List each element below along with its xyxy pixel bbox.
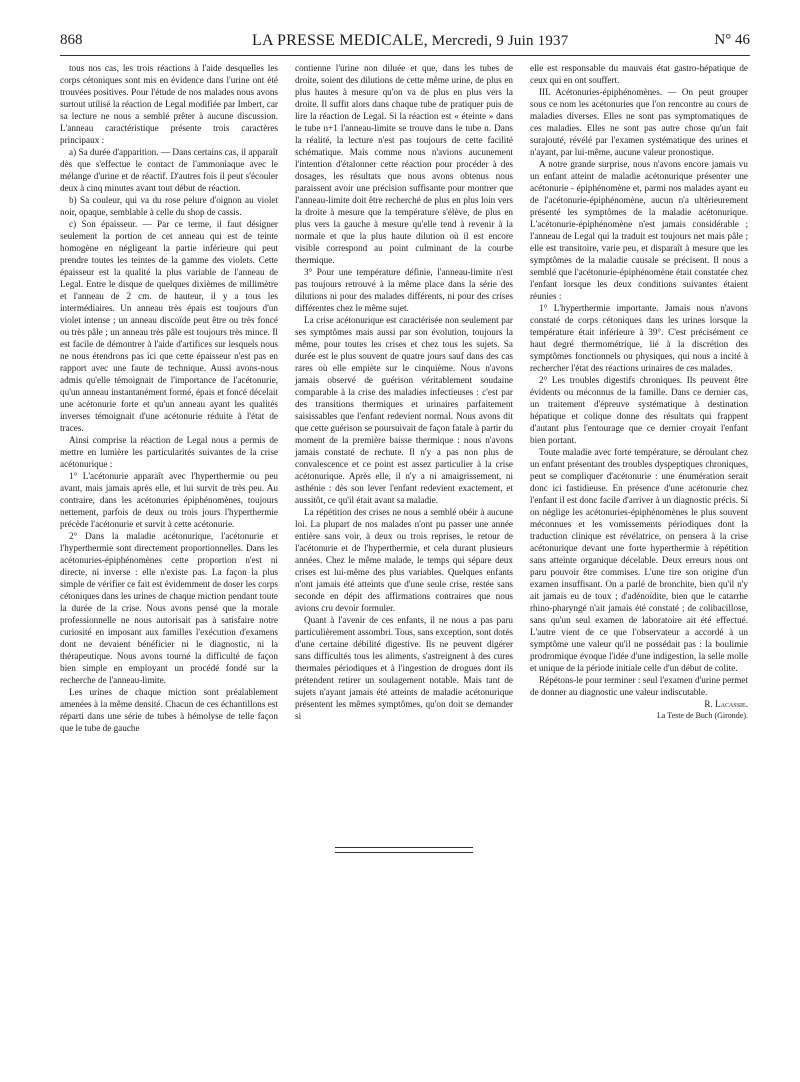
page-number: 868 [60, 32, 83, 48]
paragraph: Ainsi comprise la réaction de Legal nous a permis de mettre en lumière les particularités suivantes de la crise acétonurique : [60, 435, 278, 469]
paragraph: Les urines de chaque miction sont préalablement amenées à la même densité. Chacun de ces échantillons est réparti dans une série de tubes à hémolyse de telle façon que le tube de gauche [60, 687, 278, 733]
article-end-rule [335, 847, 473, 848]
paragraph: La répétition des crises ne nous a semblé obéir à aucune loi. La plupart de nos malades n'ont pu passer une année entière sans voir, à deux ou trois reprises, le retour de l'acétonurie et de l'hyperthermie, et cela durant plusieurs années. Chez le même malade, le temps qui sépare deux crises est lui-même des plus variables. Quelques enfants n'ont jamais été atteints que d'une seule crise, restée sans seconde en dépit des affirmations contraires que nous avions cru devoir formuler. [295, 507, 513, 613]
paragraph: Toute maladie avec forte température, se déroulant chez un enfant présentant des troubles dyspeptiques chroniques, peut se compliquer d'acétonurie : une énumération serait donc ici fastidieuse. En présence d'une acétonurie chez l'enfant il est donc facile d'arriver à un diagnostic précis. Si on néglige les acétonuries-épiphénomènes le plus souvent méconnues et les vomissements périodiques dont la traduction clinique est révélatrice, on pensera à la crise acétonurique devant une forte hyperthermie à répétition sans atteinte organique décelable. Deux erreurs nous ont paru pouvoir être commises. L'une tire son origine d'un examen insuffisant. On a parlé de bronchite, bien qu'il n'y ait jamais eu de toux ; d'adénoïdite, bien que le catarrhe rhino-pharyngé n'ait jamais été constaté ; de colibacillose, sans qu'un seul examen de laboratoire ait été effectué. L'autre vient de ce que l'observateur a accordé à un symptôme une valeur qu'il ne possédait pas : la boulimie prodromique évoque l'idée d'une indigestion, la selle molle et unique de la période initiale celle d'un début de colite. [530, 447, 748, 673]
column-2 [295, 62, 513, 722]
paragraph: contienne l'urine non diluée et que, dans les tubes de droite, soient des dilutions de cette même urine, de plus en plus hautes à mesure qu'on va de plus en plus vers la droite. Il suffit alors dans chaque tube de pratiquer puis de lire la réaction de Legal. Si la réaction est « éteinte » dans le tube n+1 l'anneau-limite se trouve dans le tube n. Dans la réalité, la lecture n'est pas toujours de cette facilité schématique. Mais comme nous n'avions aucunement l'intention d'étalonner cette réaction pour procéder à des dosages, les résultats que nous avons obtenus nous paraissent avoir une précision suffisante pour montrer que l'anneau-limite doit être recherché de plus en plus loin vers la droite à mesure que la température s'élève, de plus en plus vers la gauche à mesure qu'elle tend à revenir à la normale et que la plus haute dilution où il est encore visible correspond au point culminant de la courbe thermique. [295, 63, 513, 265]
paragraph: 2° Dans la maladie acétonurique, l'acétonurie et l'hyperthermie sont directement proportionnelles. Dans les acétonuries-épiphénomènes cette proportion n'est ni directe, ni inverse : elle n'existe pas. La façon la plus simple de vérifier ce fait est évidemment de doser les corps cétoniques dans les urines de chaque miction pendant toute la durée de la crise. Nous avons pensé que la morale professionnelle ne nous autorisait pas à satisfaire notre curiosité en imposant aux familles l'exécution d'examens dont ne devaient bénéficier ni le diagnostic, ni la thérapeutique. Nous avons tourné la difficulté de façon bien simple en employant un procédé fondé sur la recherche de l'anneau-limite. [60, 531, 278, 685]
column-1 [60, 62, 278, 734]
paragraph: 3° Pour une température définie, l'anneau-limite n'est pas toujours retrouvé à la même place dans la série des dilutions ni pour des malades différents, ni pour des crises différentes chez le même sujet. [295, 267, 513, 313]
journal-title-line [252, 32, 568, 50]
paragraph: 1° L'hyperthermie importante. Jamais nous n'avons constaté de corps cétoniques dans les urines lorsque la température était inférieure à 39°. C'est précisément ce haut degré thermométrique, lié à la discrétion des symptômes fonctionnels ou physiques, qui nous a incité à rechercher l'état des réactions urinaires de ces malades. [530, 303, 748, 373]
paragraph: III. Acétonuries-épiphénomènes. — On peut grouper sous ce nom les acétonuries que l'on rencontre au cours de maladies diverses. Elles ne sont pas symptomatiques de ces maladies. Elles ne sont pas autre chose qu'un fait surajouté, révélé par l'examen systématique des urines et n'ayant, par lui-même, aucune valeur pronostique. [530, 87, 748, 157]
paragraph: 2° Les troubles digestifs chroniques. Ils peuvent être évidents ou méconnus de la famille. Dans ce dernier cas, un traitement d'épreuve systématique à destination hépatique et colique donne des résultats qui frappent d'autant plus l'entourage que ce dernier croyait l'enfant bien portant. [530, 375, 748, 445]
paragraph: tous nos cas, les trois réactions à l'aide desquelles les corps cétoniques sont mis en évidence dans l'urine ont été trouvées positives. Pour l'étude de nos malades nous avons surtout utilisé la réaction de Legal modifiée par Imbert, car sa lecture ne nous a semblé prêter à aucune discussion. L'anneau caractéristique présente trois caractères principaux : [60, 63, 278, 145]
issue-date: Mercredi, 9 Juin 1937 [431, 33, 569, 49]
paragraph: a) Sa durée d'apparition. — Dans certains cas, il apparaît dès que s'effectue le contact de l'ammoniaque avec le mélange d'urine et de réactif. D'autres fois il peut s'écouler deux à cinq minutes avant tout début de réaction. [60, 147, 278, 193]
author-signature: R. Lacassie. [704, 699, 748, 709]
paragraph: Quant à l'avenir de ces enfants, il ne nous a pas paru particulièrement assombri. Tous, sans exception, sont dotés d'une certaine débilité digestive. Ils ne peuvent digérer sans difficultés tous les aliments, s'astreignent à des cures thermales périodiques et à l'ingestion de drogues dont ils prétendent retirer un soulagement notable. Mais tant de sujets n'ayant jamais été atteints de maladie acétonurique présentent les mêmes symptômes, qu'on doit se demander si [295, 615, 513, 721]
header-rule [60, 55, 750, 56]
paragraph: b) Sa couleur, qui va du rose pelure d'oignon au violet noir, opaque, semblable à celle du shop de cassis. [60, 195, 278, 217]
journal-title: LA PRESSE MEDICALE, [252, 32, 428, 49]
paragraph: Répétons-le pour terminer : seul l'examen d'urine permet de donner au diagnostic une valeur indiscutable. [530, 675, 748, 697]
issue-number: N° 46 [714, 32, 750, 48]
article-end-rule [335, 852, 473, 853]
paragraph: 1° L'acétonurie apparaît avec l'hyperthermie ou peu avant, mais jamais après elle, et lui survit de très peu. Au contraire, dans les acétonuries épiphénomènes, toujours nettement, parfois de deux ou trois jours l'hyperthermie précède l'acétonurie et survit à cette acétonurie. [60, 471, 278, 529]
paragraph: c) Son épaisseur. — Par ce terme, il faut désigner seulement la portion de cet anneau qui est de teinte homogène en négligeant la partie inférieure qui peut prendre toutes les teintes de la gamme des violets. Cette épaisseur est la qualité la plus variable de l'anneau de Legal. Entre le disque de quelques dixièmes de millimètre et l'anneau de 2 cm. de hauteur, il y a tous les intermédiaires. Un anneau très épais est toujours d'un violet intense ; un anneau discoïde peut être ou très foncé ou très pâle ; un anneau très pâle est toujours très mince. Il est facile de démontrer à l'aide d'artifices sur lesquels nous ne nous étendrons pas ici que cette épaisseur n'est pas en rapport avec une faute de technique. Aussi avons-nous admis qu'elle témoignait de l'importance de l'acétonurie, qu'un anneau instantanément formé, épais et foncé décelait une acétonurie forte et qu'un anneau ayant les qualités inverses témoignait d'une acétonurie réduite à l'état de traces. [60, 219, 278, 433]
author-location: La Teste de Buch (Gironde). [656, 711, 748, 720]
page-header [60, 32, 750, 52]
column-3 [530, 62, 748, 722]
paragraph: elle est responsable du mauvais état gastro-hépatique de ceux qui en ont souffert. [530, 63, 748, 85]
paragraph: A notre grande surprise, nous n'avons encore jamais vu un enfant atteint de maladie acétonurique présenter une acétonurie - épiphénomène et, parmi nos malades ayant eu de l'acétonurie-épiphénomène, aucun n'a ultérieurement présenté les symptômes de la maladie acétonurique. L'acétonurie-épiphénomène n'est jamais considérable ; l'anneau de Legal qui la traduit est toujours net mais pâle ; elle est transitoire, varie peu, et disparaît à mesure que les symptômes de la maladie causale se précisent. Il nous a semblé que l'acétonurie-épiphénomène était constatée chez l'enfant lorsque les deux conditions suivantes étaient réunies : [530, 159, 748, 301]
paragraph: La crise acétonurique est caractérisée non seulement par ses symptômes mais aussi par son évolution, toujours la même, pour toutes les crises et chez tous les sujets. Sa durée est le plus souvent de quatre jours sauf dans des cas rares où elle empiète sur le cinquième. Nous n'avons jamais observé de guérison véritablement soudaine comparable à la crise des maladies infectieuses : c'est par des transitions thermiques et urinaires parfaitement saisissables que l'enfant redevient normal. Nous avons dit que cette guérison se poursuivait de façon fatale à partir du moment de la première baisse thermique : nous n'avons jamais constaté de rechute. Il n'y a pas non plus de convalescence et ce point est assez particulier à la crise acétonurique. Après elle, il n'y a ni amaigrissement, ni asthénie : dès son lever l'enfant redevient exactement, et aussitôt, ce qu'il était avant sa maladie. [295, 315, 513, 505]
